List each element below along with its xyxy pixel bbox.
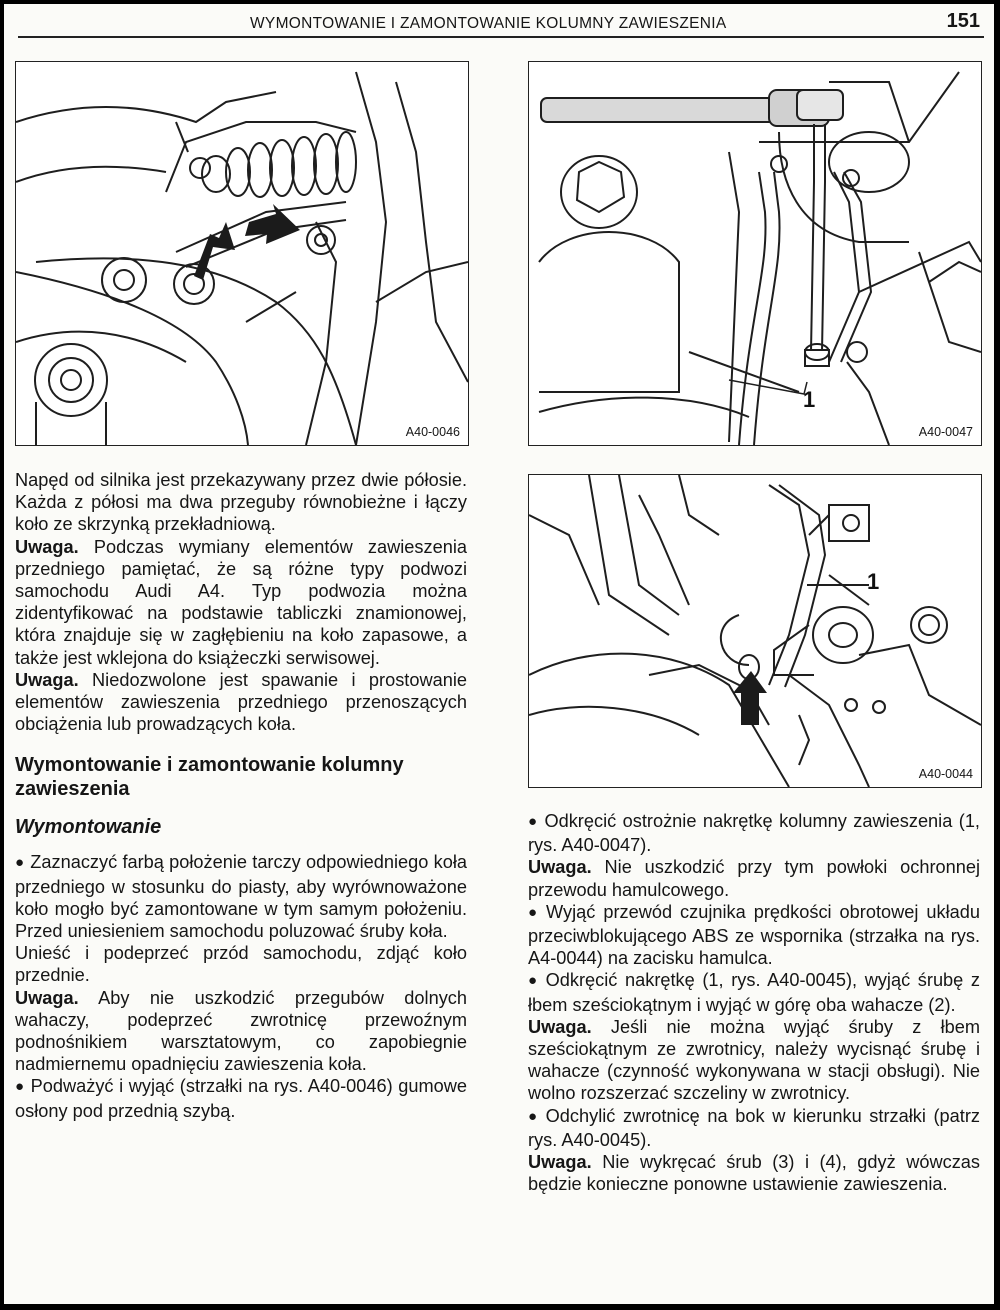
figure-a40-0046-drawing (16, 62, 468, 445)
note-text: Aby nie uszkodzić przegubów dolnych wahaczy, podeprzeć zwrotnicę przewoźnym podnośnikiem warsztatowym, co zapobiegnie nadmiernemu opadnięciu zawieszenia koła. (15, 987, 467, 1075)
running-title: WYMONTOWANIE I ZAMONTOWANIE KOLUMNY ZAWIESZENIA (250, 15, 727, 32)
figure-code: A40-0046 (405, 425, 460, 439)
page-number: 151 (946, 10, 980, 32)
note-text: Niedozwolone jest spawanie i prostowanie elementów zawieszenia przedniego przenoszących obciążenia lub prowadzących koła. (15, 669, 467, 735)
note-paragraph (15, 987, 467, 1076)
callout-1: 1 (867, 569, 880, 594)
intro-paragraph: Napęd od silnika jest przekazywany przez dwie półosie. Każda z półosi ma dwa przeguby równobieżne i łączy koło ze skrzynką przekładniową. (15, 470, 467, 535)
note-label: Uwaga. (15, 987, 79, 1008)
callout-1: 1 (803, 387, 816, 412)
note-text: Podczas wymiany elementów zawieszenia przedniego pamiętać, że są różne typy podwozi samochodu Audi A4. Typ podwozia można zidentyfikować na podstawie tabliczki znamionowej, która znajduje się w zagłębieniu na koło zapasowe, a także jest wklejona do książeczki serwisowej. (15, 536, 467, 668)
step-paragraph: Unieść i podeprzeć przód samochodu, zdjąć koło przednie. (15, 943, 467, 986)
figure-a40-0047-drawing (529, 62, 981, 445)
note-text: Nie uszkodzić przy tym powłoki ochronnej przewodu hamulcowego. (528, 857, 980, 900)
note-paragraph (528, 1016, 980, 1105)
step-paragraph: ● Podważyć i wyjąć (strzałki na rys. A40-0046) gumowe osłony pod przednią szybą. (15, 1075, 467, 1121)
figure-a40-0047 (528, 61, 982, 446)
note-label: Uwaga. (528, 857, 592, 878)
figure-a40-0046 (15, 61, 469, 446)
step-paragraph: ● Odkręcić nakrętkę (1, rys. A40-0045), wyjąć śrubę z łbem sześciokątnym i wyjąć w górę oba wahacze (2). (528, 969, 980, 1015)
note-label: Uwaga. (15, 669, 79, 690)
subsection-title: Wymontowanie (15, 816, 162, 839)
figure-a40-0044 (528, 474, 982, 788)
note-label: Uwaga. (528, 1016, 592, 1037)
note-text: Nie wykręcać śrub (3) i (4), gdyż wówczas będzie konieczne ponowne ustawienie zawieszenia. (528, 1152, 980, 1195)
figure-a40-0044-drawing (529, 475, 981, 787)
note-text: Jeśli nie można wyjąć śruby z łbem sześciokątnym ze zwrotnicy, należy wycisnąć śrubę i wahacze (czynność wykonywana w stacji obsługi). Nie wolno rozszerzać szczeliny w zwrotnicy. (528, 1016, 980, 1104)
note-label: Uwaga. (15, 536, 79, 557)
figure-code: A40-0047 (918, 425, 973, 439)
step-paragraph: ● Odchylić zwrotnicę na bok w kierunku strzałki (patrz rys. A40-0045). (528, 1105, 980, 1151)
step-paragraph: ● Zaznaczyć farbą położenie tarczy odpowiedniego koła przedniego w stosunku do piasty, aby wyrównoważone koło mogło być zamontowane w tym samym położeniu. Przed uniesieniem samochodu poluzować śruby koła. (15, 851, 467, 942)
manual-page (4, 4, 994, 1304)
page-header (18, 10, 984, 38)
figure-code: A40-0044 (918, 767, 973, 781)
note-paragraph (15, 669, 467, 736)
step-paragraph: ● Odkręcić ostrożnie nakrętkę kolumny zawieszenia (1, rys. A40-0047). (528, 810, 980, 856)
note-label: Uwaga. (528, 1152, 592, 1173)
step-paragraph: ● Wyjąć przewód czujnika prędkości obrotowej układu przeciwblokującego ABS ze wspornika (strzałka na rys. A4-0044) na zacisku hamulca. (528, 901, 980, 970)
note-paragraph (528, 856, 980, 900)
note-paragraph (15, 536, 467, 669)
right-column (528, 810, 980, 1195)
note-paragraph (528, 1151, 980, 1195)
left-column (15, 469, 467, 1122)
section-title: Wymontowanie i zamontowanie kolumny zawieszenia (15, 754, 404, 801)
